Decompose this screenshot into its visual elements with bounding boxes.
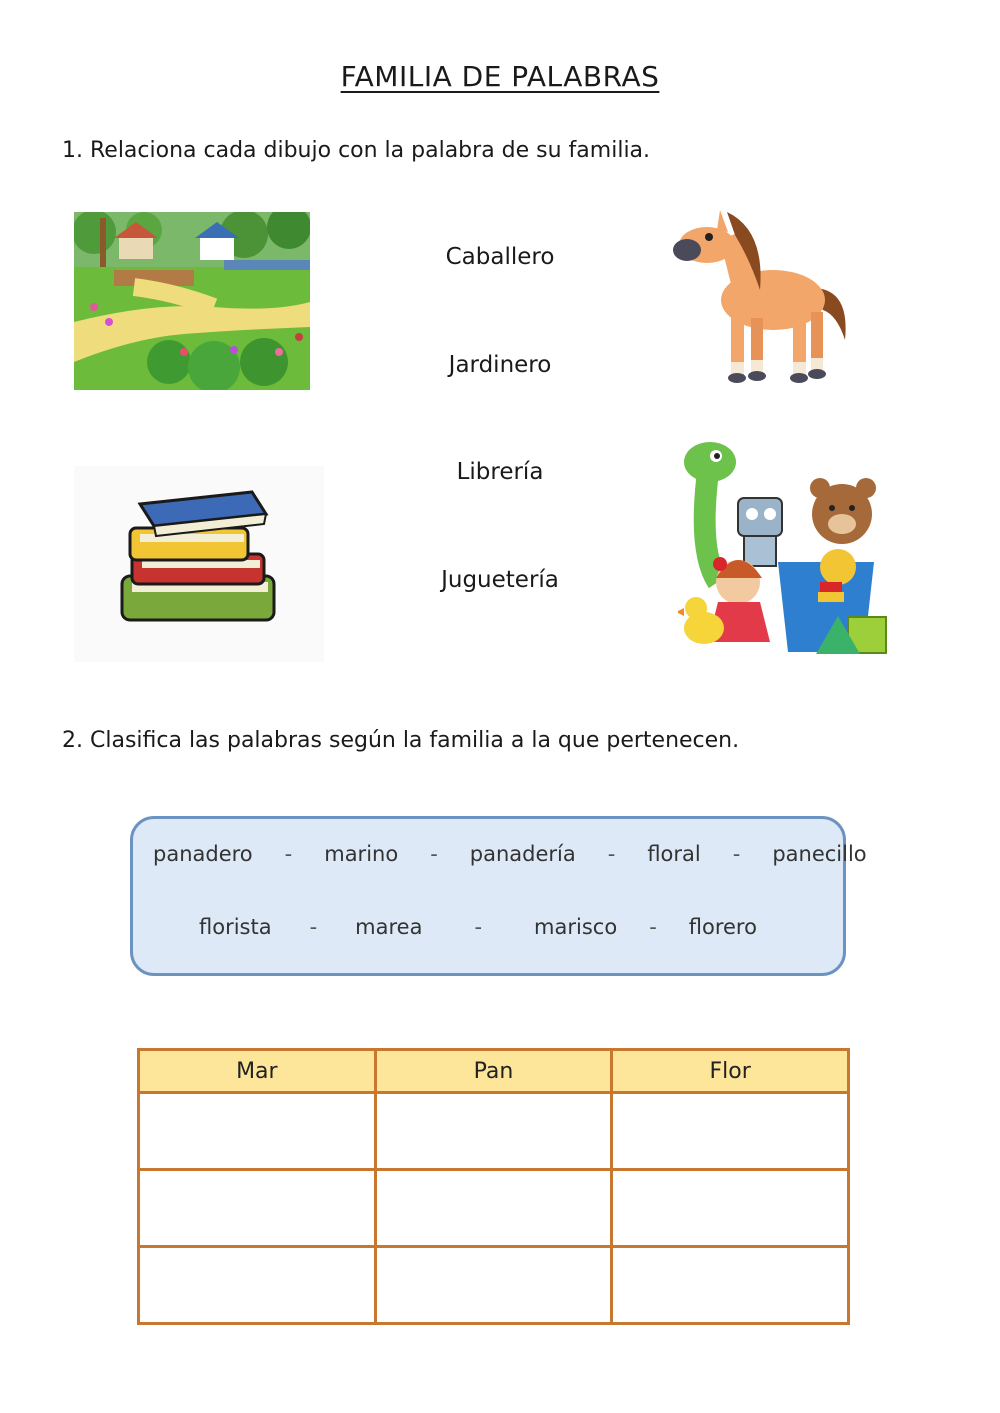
header-flor: Flor <box>612 1050 849 1093</box>
word-marino: marino <box>324 842 399 866</box>
answer-cell-mar[interactable] <box>139 1170 376 1247</box>
garden-picture <box>74 212 310 390</box>
table-row <box>139 1093 849 1170</box>
separator: - <box>607 842 616 866</box>
books-picture <box>74 466 324 662</box>
word-floral: floral <box>647 842 701 866</box>
header-mar: Mar <box>139 1050 376 1093</box>
classification-table <box>137 1048 850 1325</box>
word-florero: florero <box>688 915 757 939</box>
answer-cell-mar[interactable] <box>139 1247 376 1324</box>
separator: - <box>474 915 483 939</box>
word-caballero: Caballero <box>445 244 555 270</box>
word-bank-row-2 <box>133 915 915 939</box>
word-jugueteria: Juguetería <box>441 567 559 593</box>
page-title: FAMILIA DE PALABRAS <box>340 60 660 93</box>
word-panaderia: panadería <box>469 842 576 866</box>
table-header-row <box>139 1050 849 1093</box>
separator: - <box>649 915 657 939</box>
exercise-2-instruction: 2. Clasifica las palabras según la familia a la que pertenecen. <box>62 728 740 753</box>
exercise-1-instruction: 1. Relaciona cada dibujo con la palabra de su familia. <box>62 138 651 163</box>
horse-picture <box>665 190 860 390</box>
word-panecillo: panecillo <box>772 842 867 866</box>
word-jardinero: Jardinero <box>448 352 552 378</box>
word-libreria: Librería <box>456 459 544 485</box>
answer-cell-pan[interactable] <box>375 1247 612 1324</box>
word-marea: marea <box>355 915 423 939</box>
table-row <box>139 1247 849 1324</box>
word-panadero: panadero <box>153 842 253 866</box>
word-florista: florista <box>199 915 272 939</box>
word-bank-row-1 <box>133 842 869 866</box>
answer-cell-flor[interactable] <box>612 1247 849 1324</box>
answer-cell-mar[interactable] <box>139 1093 376 1170</box>
answer-cell-flor[interactable] <box>612 1170 849 1247</box>
header-pan: Pan <box>375 1050 612 1093</box>
separator: - <box>430 842 438 866</box>
table-row <box>139 1170 849 1247</box>
separator: - <box>732 842 741 866</box>
toys-picture <box>678 432 896 664</box>
answer-cell-pan[interactable] <box>375 1170 612 1247</box>
word-marisco: marisco <box>534 915 618 939</box>
separator: - <box>309 915 318 939</box>
word-bank-box <box>130 816 867 976</box>
answer-cell-pan[interactable] <box>375 1093 612 1170</box>
separator: - <box>284 842 293 866</box>
answer-cell-flor[interactable] <box>612 1093 849 1170</box>
